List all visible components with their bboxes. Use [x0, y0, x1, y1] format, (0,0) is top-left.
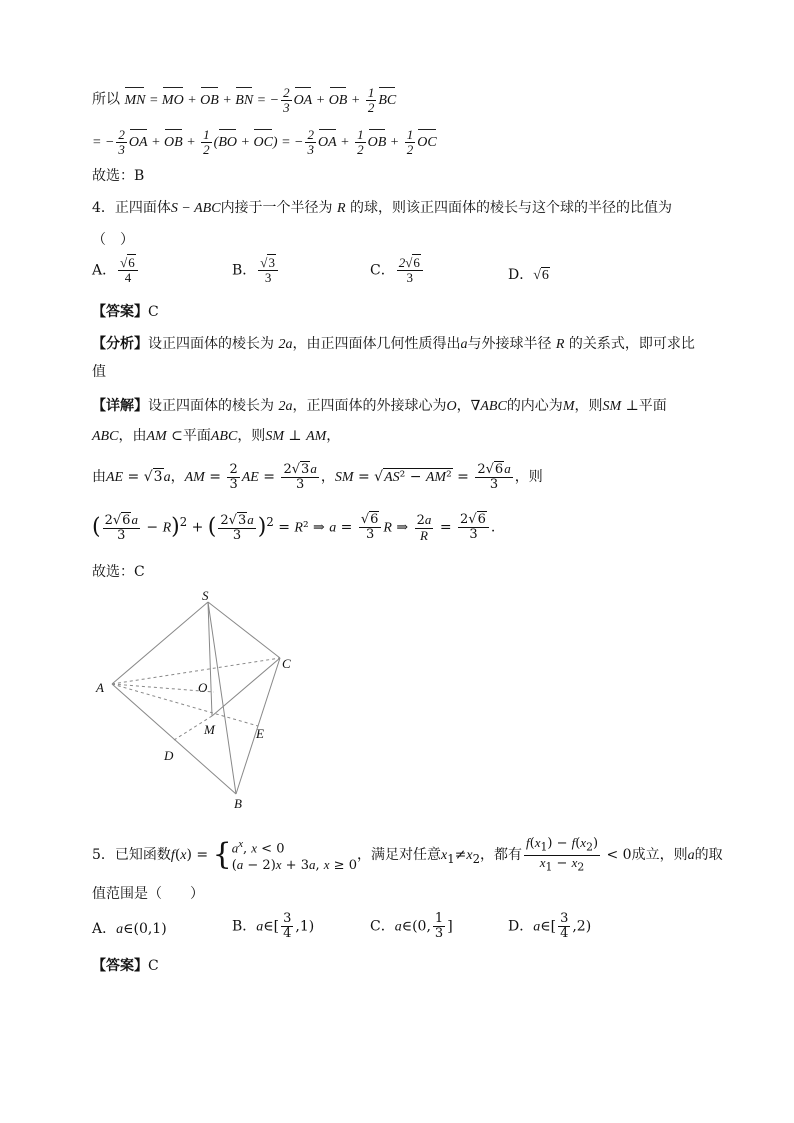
answer-4: 【答案】C [92, 304, 159, 320]
question-4-stem: 4．正四面体S − ABC内接于一个半径为 R 的球，则该正四面体的棱长与这个球的半径的比值为 [92, 200, 673, 216]
label-o: O [198, 680, 208, 695]
q5-option-b[interactable]: B．a∈[ $\frac{3}{4}$ ,1) [232, 911, 315, 941]
detail-line-3: 由AE = √3a，AM = $\frac{2}{3}$ AE = $\frac{2√3a}{3}$ ，SM = √AS² − AM² = $\frac{2√6a}{3}$ ，则 [92, 461, 543, 492]
q5-option-a[interactable]: A．a∈(0,1) [92, 921, 167, 937]
detail-line-1: 【详解】设正四面体的棱长为 2a，正四面体的外接球心为O，∇ABC的内心为M，则SM ⊥平面 [92, 398, 667, 414]
tetrahedron-figure [90, 588, 310, 810]
label-c: C [282, 656, 291, 671]
vector-equation-line-1: 所以 MN = MO + OB + BN = − $\frac{2}{3}$ OA + OB + $\frac{1}{2}$ BC [92, 85, 397, 115]
analysis-line-1: 【分析】设正四面体的棱长为 2a，由正四面体几何性质得出a与外接球半径 R 的关系式，即可求比 [92, 336, 695, 352]
question-5-cont: 值范围是（ ） [92, 886, 204, 902]
analysis-line-2: 值 [92, 364, 106, 380]
text-prefix: 所以 [92, 91, 120, 108]
question-4-paren: （ ） [92, 232, 134, 248]
label-e: E [256, 726, 264, 741]
edge-sa [112, 602, 208, 684]
label-a: A [96, 680, 104, 695]
q4-option-a[interactable]: A． $\frac{√6}{4}$ [92, 256, 140, 285]
label-m: M [204, 722, 215, 737]
label-s: S [202, 588, 209, 603]
q5-option-d[interactable]: D．a∈[ $\frac{3}{4}$ ,2) [508, 911, 592, 941]
conclusion-c: 故选：C [92, 564, 145, 580]
label-d: D [164, 748, 174, 763]
vector-equation-line-2: = − $\frac{2}{3}$ OA + OB + $\frac{1}{2}$ (BO + OC) = − $\frac{2}{3}$ OA + $\frac{1}{2}$ OB + $\frac{1}{2}$ OC [92, 127, 437, 157]
label-b: B [234, 796, 242, 810]
edge-ab [112, 684, 236, 794]
segment-ae [112, 684, 258, 726]
detail-line-2: ABC，由AM ⊂平面ABC，则SM ⊥ AM， [92, 428, 341, 444]
detail-line-4: ( $\frac{2√6a}{3}$ − R)$^2$ + ( $\frac{2√3a}{3}$ )$^2$ = R² ⇒ a = $\frac{√6}{3}$ R ⇒ $\frac{2a}{R}$ = $\frac{2√6}{3}$ . [92, 511, 496, 543]
edge-sb [208, 602, 236, 794]
answer-5: 【答案】C [92, 958, 159, 974]
edge-sc [208, 602, 280, 658]
q4-option-d[interactable]: D．√6 [508, 267, 549, 283]
conclusion-b: 故选：B [92, 168, 145, 184]
q5-option-c[interactable]: C．a∈(0, $\frac{1}{3}$ ] [370, 911, 453, 941]
segment-mc [212, 658, 280, 716]
q4-option-b[interactable]: B． $\frac{√3}{3}$ [232, 256, 280, 285]
question-5-stem: 5．已知函数$f(x) = \{a^x$, x < 0 (a − 2)x + 3a, x ≥ 0，满足对任意$x_1\ne x_2$，都有 $\frac{f(x_1) - f(x_2)}{x_1 - x_2}$ < 0成立，则a的取 [92, 835, 723, 874]
q4-option-c[interactable]: C． $\frac{2√6}{3}$ [370, 256, 425, 285]
